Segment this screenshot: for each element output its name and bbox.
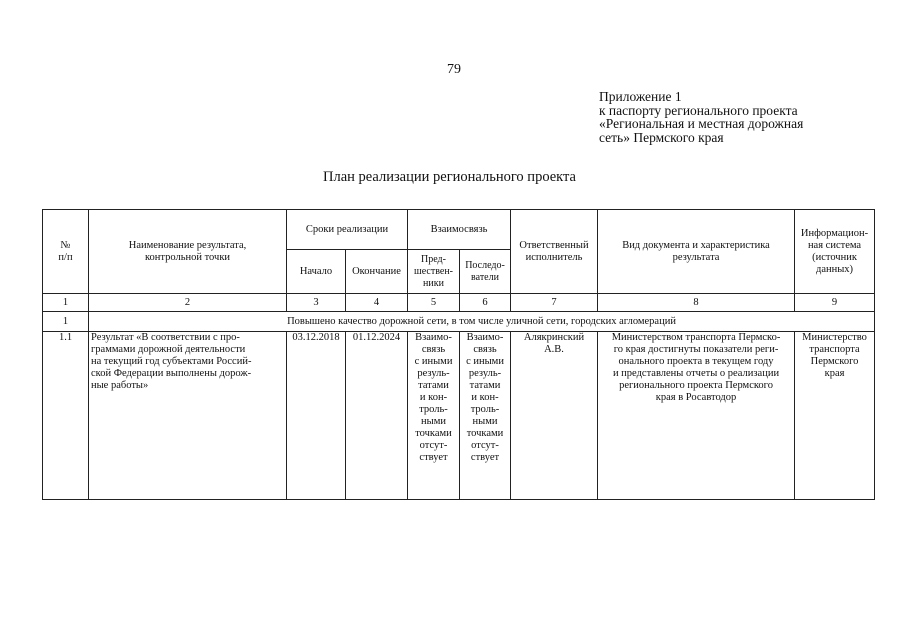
header-name: Наименование результата, контрольной точки bbox=[89, 210, 287, 294]
appendix-note bbox=[599, 90, 803, 144]
document-title: План реализации регионального проекта bbox=[323, 169, 576, 185]
appendix-line: сеть» Пермского края bbox=[599, 129, 724, 145]
row-successors: Взаимо- связь с иными резуль- татами и кон- троль- ными точками отсут- ствует bbox=[460, 332, 511, 500]
header-end: Окончание bbox=[346, 250, 408, 294]
row-number: 1.1 bbox=[43, 332, 89, 500]
column-number: 2 bbox=[89, 294, 287, 312]
row-name: Результат «В соответствии с про- граммами дорожной деятельности на текущий год субъектами Россий- ской Федерации выполнены дорож- ные работы» bbox=[89, 332, 287, 500]
appendix-line: «Региональная и местная дорожная bbox=[599, 116, 804, 131]
header-executor: Ответственный исполнитель bbox=[511, 210, 598, 294]
appendix-line: Приложение 1 bbox=[599, 89, 682, 104]
row-document: Министерством транспорта Пермско- го края достигнуты показатели реги- онального проекта в текущем году и представлены отчеты о реализации регионального проекта Пермского края в Росавтодор bbox=[598, 332, 795, 500]
header-successors: Последо- ватели bbox=[460, 250, 511, 294]
row-end-date: 01.12.2024 bbox=[346, 332, 408, 500]
row-predecessors: Взаимо- связь с иными резуль- татами и кон- троль- ными точками отсут- ствует bbox=[408, 332, 460, 500]
page-number: 79 bbox=[447, 62, 461, 77]
column-number: 4 bbox=[346, 294, 408, 312]
section-title: Повышено качество дорожной сети, в том числе уличной сети, городских агломераций bbox=[89, 312, 875, 332]
row-info-system: Министерство транспорта Пермского края bbox=[795, 332, 875, 500]
table-row bbox=[43, 332, 875, 500]
header-start: Начало bbox=[287, 250, 346, 294]
column-number: 1 bbox=[43, 294, 89, 312]
header-info: Информацион- ная система (источник данных) bbox=[795, 210, 875, 294]
column-number: 9 bbox=[795, 294, 875, 312]
column-number: 3 bbox=[287, 294, 346, 312]
column-number: 5 bbox=[408, 294, 460, 312]
row-start-date: 03.12.2018 bbox=[287, 332, 346, 500]
column-number: 6 bbox=[460, 294, 511, 312]
row-executor: Алякринский А.В. bbox=[511, 332, 598, 500]
column-number: 7 bbox=[511, 294, 598, 312]
plan-table bbox=[42, 209, 875, 500]
appendix-line: к паспорту регионального проекта bbox=[599, 102, 798, 118]
header-num: № п/п bbox=[43, 210, 89, 294]
column-number: 8 bbox=[598, 294, 795, 312]
section-number: 1 bbox=[43, 312, 89, 332]
header-link: Взаимосвязь bbox=[408, 210, 511, 250]
section-row bbox=[43, 312, 875, 332]
column-number-row bbox=[43, 294, 875, 312]
header-doc: Вид документа и характеристика результата bbox=[598, 210, 795, 294]
header-predecessors: Пред- шествен- ники bbox=[408, 250, 460, 294]
header-dates: Сроки реализации bbox=[287, 210, 408, 250]
